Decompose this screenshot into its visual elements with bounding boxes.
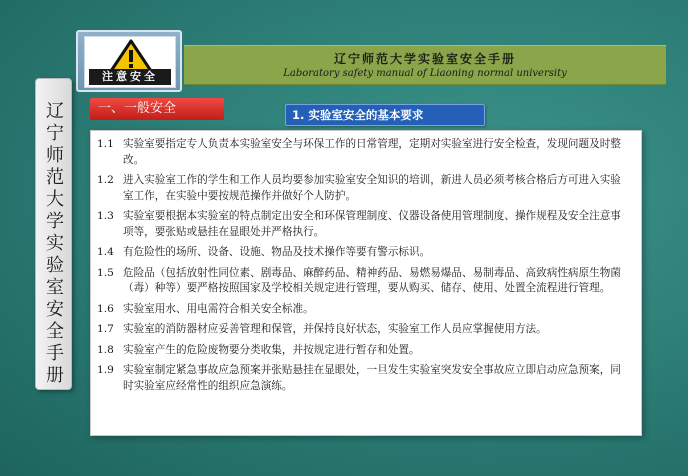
item-number: 1.2 xyxy=(97,174,114,186)
item-text: 实验室用水、用电需符合相关安全标准。 xyxy=(123,302,314,315)
warning-sign xyxy=(84,36,176,88)
safety-logo xyxy=(76,30,182,92)
warning-triangle-icon xyxy=(109,39,153,73)
logo-label: 注意安全 xyxy=(89,69,171,85)
item-number: 1.8 xyxy=(97,343,114,356)
list-item xyxy=(97,343,629,359)
item-text: 进入实验室工作的学生和工作人员均要参加实验室安全知识的培训，新进人员必须考核合格后方可进入实验室工作，在实验中要按规范操作并做好个人防护。 xyxy=(123,174,621,202)
item-text: 危险品（包括放射性同位素、剧毒品、麻醉药品、精神药品、易燃易爆品、易制毒品、高致病性病原生物菌（毒）种等）要严格按照国家及学校相关规定进行管理，要从购买、储存、使用、处置全流程进行管理。 xyxy=(123,266,621,294)
list-item xyxy=(97,363,629,394)
list-item xyxy=(97,209,629,240)
item-number: 1.4 xyxy=(97,246,114,258)
item-text: 实验室产生的危险废物要分类收集，并按规定进行暂存和处置。 xyxy=(123,343,420,356)
item-number: 1.1 xyxy=(97,138,114,150)
item-number: 1.5 xyxy=(97,266,114,279)
content-panel xyxy=(90,130,642,436)
item-text: 有危险性的场所、设备、设施、物品及技术操作等要有警示标识。 xyxy=(123,246,431,258)
header-subtitle: Laboratory safety manual of Liaoning normal university xyxy=(283,68,567,79)
header-title: 辽宁师范大学实验室安全手册 xyxy=(333,52,516,66)
item-text: 实验室制定紧急事故应急预案并张贴悬挂在显眼处，一旦发生实验室突发安全事故应立即启动应急预案，同时实验室应经常性的组织应急演练。 xyxy=(123,364,621,392)
section-title: 一、一般安全 xyxy=(90,98,224,120)
subsection-title: 1. 实验室安全的基本要求 xyxy=(285,104,485,126)
list-item xyxy=(97,266,629,297)
item-text: 实验室的消防器材应妥善管理和保管，并保持良好状态，实验室工作人员应掌握使用方法。 xyxy=(123,323,547,335)
item-text: 实验室要指定专人负责本实验室安全与环保工作的日常管理，定期对实验室进行安全检查，发现问题及时整改。 xyxy=(123,138,621,166)
sidebar-title-text: 辽宁师范大学实验室安全手册 xyxy=(43,101,64,387)
sidebar-vertical-title xyxy=(35,78,72,390)
list-item xyxy=(97,302,629,318)
item-number: 1.7 xyxy=(97,323,114,335)
item-number: 1.9 xyxy=(97,364,114,376)
item-number: 1.6 xyxy=(97,302,114,315)
list-item xyxy=(97,322,629,338)
list-item xyxy=(97,173,629,204)
header-band xyxy=(184,45,666,85)
list-item xyxy=(97,137,629,168)
list-item xyxy=(97,245,629,261)
item-text: 实验室要根据本实验室的特点制定出安全和环保管理制度、仪器设备使用管理制度、操作规程及安全注意事项等，要张贴或悬挂在显眼处并严格执行。 xyxy=(123,210,621,238)
item-number: 1.3 xyxy=(97,210,114,222)
